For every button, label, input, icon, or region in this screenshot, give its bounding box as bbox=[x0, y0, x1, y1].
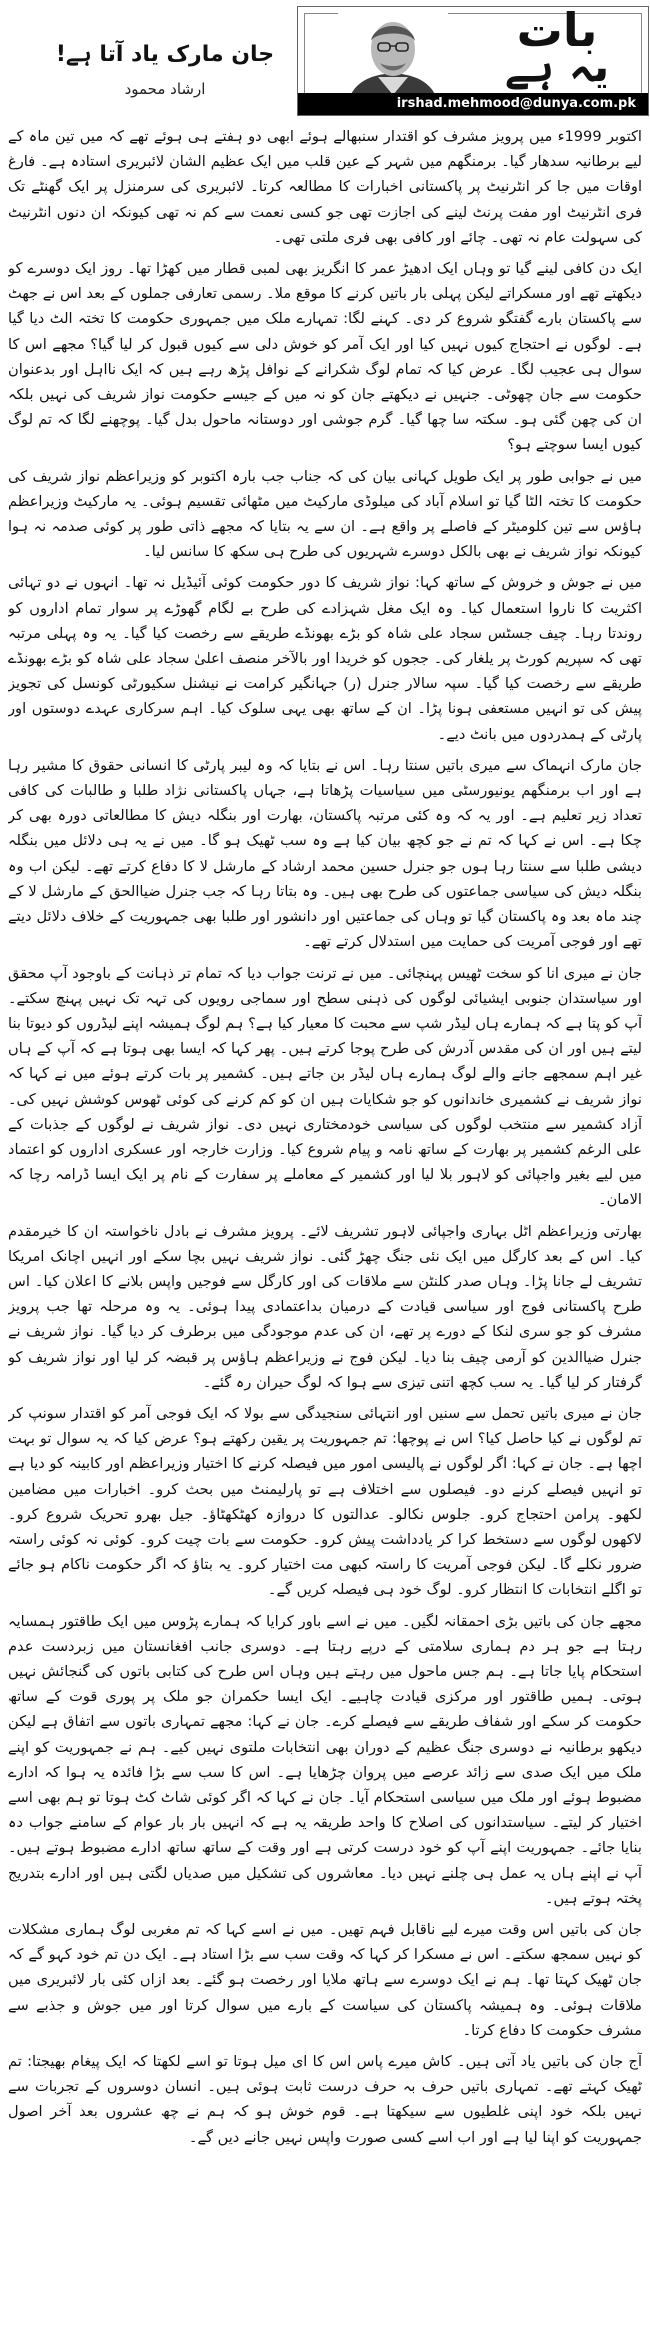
author-email[interactable]: irshad.mehmood@dunya.com.pk bbox=[298, 93, 648, 115]
paragraph: ایک دن کافی لینے گیا تو وہاں ایک ادھیڑ عمر کا انگریز بھی لمبی قطار میں کھڑا تھا۔ روز ایک دوسرے کو دیکھتے تھے اور مسکراتے لیکن پہلی بار باتیں کرنے کا موقع ملا۔ رسمی تعارفی جملوں کے بعد اس نے جھٹ سے پاکستان بارے گفتگو شروع کر دی۔ کہنے لگا: تمہارے ملک میں جمہوری حکومت کا تختہ الٹ دیا گیا ہے۔ لوگوں نے احتجاج کیوں نہیں کیا اور ایک آمر کو خوش دلی سے کیوں قبول کر لیا گیا؟ مجھے اس کا سوال ہی عجیب لگا۔ عرض کیا کہ تمام لوگ شکرانے کے نوافل پڑھ رہے ہیں کہ ایک نااہل اور بدعنوان حکومت سے جان چھوٹی۔ جنہیں نے دیکھتے جان کو نہ میں کے جیسے حکومت نواز شریف کی نہیں بلکہ ان کی چھن گئی ہو۔ سکتہ سا چھا گیا۔ گرم جوشی اور دوستانہ ماحول بدل گیا۔ پوچھنے لگا کہ تم لوگ کیوں ایسا سوچتے ہو؟ bbox=[8, 260, 642, 454]
paragraph: جان نے میری انا کو سخت ٹھیس پہنچائی۔ میں نے ترنت جواب دیا کہ تمام تر ذہانت کے باوجود آپ محقق اور سیاستدان جنوبی ایشیائی لوگوں کی ذہنی سطح اور سماجی رویوں کی تہہ تک نہیں پہنچ سکتے۔ آپ کو پتا ہے کہ ہمارے ہاں لیڈر شپ سے محبت کا معیار کیا ہے؟ ہم لوگ ہمیشہ اپنے لیڈروں کو دیوتا بنا لیتے ہیں اور ان کی مقدس آدرش کی طرح پوجا کرتے ہیں۔ پھر کہا کہ ایسا بھی ہوتا ہے کہ آپ کے ہاں غیر اہم سمجھے جانے والے لوگ ہمارے ہاں لیڈر بن جاتے ہیں۔ کشمیر پر بات کرتے ہوئے میں نے کہا کہ نواز شریف نے کشمیری خاندانوں کو جو شکایات ہیں ان کو کم کرنے کی کوئی ٹھوس کوشش نہیں کی۔ آزاد کشمیر سے منتخب لوگوں کی سیاسی خودمختاری نہیں دی۔ نواز شریف نے لوگوں کے جذبات کے علی الرغم کشمیر پر بھارت کے ساتھ نامہ و پیام شروع کیا۔ وزارت خارجہ اور عسکری اداروں کو اعتماد میں لیے بغیر واجپائی کو لاہور بلا لیا اور کشمیر کے معاملے پر سفارت کے نام پر ایک ایسا ڈرامہ رچا کہ الامان۔ bbox=[8, 964, 642, 1209]
column-logo-line2: یہ ہے bbox=[504, 42, 610, 91]
paragraph: بھارتی وزیراعظم اٹل بہاری واجپائی لاہور تشریف لائے۔ پرویز مشرف نے بادل ناخواستہ ان کا خیرمقدم کیا۔ اس کے بعد کارگل میں ایک نئی جنگ چھڑ گئی۔ نواز شریف نہیں بچا سکے اور انہیں اچانک امریکا تشریف لے جانا پڑا۔ وہاں صدر کلنٹن سے ملاقات کی اور کارگل سے فوجیں واپس بلانے کا اعلان کیا۔ اس طرح پاکستانی فوج اور سیاسی قیادت کے درمیان بداعتمادی پیدا ہوئی۔ یہ وہ مرحلہ تھا جب پرویز مشرف کو جو سری لنکا کے دورے پر تھے، ان کی عدم موجودگی میں برطرف کر دیا گیا۔ نواز شریف نے جنرل ضیاالدین کو آرمی چیف بنا دیا۔ لیکن فوج نے وزیراعظم ہاؤس پر قبضہ کر لیا اور نواز شریف کو گرفتار کر لیا گیا۔ یہ سب کچھ اتنی تیزی سے ہوا کہ لوگ حیران رہ گئے۔ bbox=[8, 1222, 642, 1391]
column-logo-line1: بات bbox=[516, 3, 598, 57]
paragraph: میں نے جوابی طور پر ایک طویل کہانی بیان کی کہ جناب جب بارہ اکتوبر کو وزیراعظم نواز شریف کی حکومت کا تختہ الٹا گیا تو اسلام آباد کی میلوڈی مارکیٹ میں مٹھائی تقسیم ہوئی۔ یہ مارکیٹ وزیراعظم ہاؤس سے تین کلومیٹر کے فاصلے پر واقع ہے۔ ان سے یہ بتایا کہ مجھے ذاتی طور پر کوئی صدمہ نہ ہوا کیونکہ نواز شریف نے بھی بالکل دوسرے شہریوں کی طرح ہی سکھ کا سانس لیا۔ bbox=[8, 467, 642, 561]
paragraph: جان مارک انہماک سے میری باتیں سنتا رہا۔ اس نے بتایا کہ وہ لیبر پارٹی کا انسانی حقوق کا مشیر رہا ہے اور اب برمنگھم یونیورسٹی میں سیاسیات پڑھاتا ہے، جہاں پاکستانی نژاد طلبا و طالبات کی کافی تعداد زیر تعلیم ہے۔ اور یہ کہ وہ کئی مرتبہ پاکستان، بھارت اور بنگلہ دیش کا مطالعاتی دورہ بھی کر چکا ہے۔ اس نے کہا کہ تم نے جو کچھ بیان کیا ہے وہ سب ٹھیک ہو گا۔ میں نے یہ ہی دلائل میں بنگلہ دیشی طلبا سے سنتا رہا ہوں جو جنرل حسین محمد ارشاد کے مارشل لا کا دفاع کرتے تھے۔ لیکن اب وہ بنگلہ دیش کی سیاسی جماعتوں کی طرح بھی ہیں۔ وہ بتاتا رہا کہ جب جنرل ضیاالحق کے مارشل لا کے چند ماہ بعد وہ پاکستان گیا تو وہاں کی جماعتیں اور دانشور اور طلبا بھی جمہوریت کے خلاف دلائل دیتے تھے اور فوجی آمریت کی حمایت میں استدلال کرتے تھے۔ bbox=[8, 756, 642, 951]
paragraph: آج جان کی باتیں یاد آتی ہیں۔ کاش میرے پاس اس کا ای میل ہوتا تو اسے لکھتا کہ ایک پیغام بھیجتا: تم ٹھیک کہتے تھے۔ تمہاری باتیں حرف بہ حرف درست ثابت ہوئی ہیں۔ انسان دوسروں کے تجربات سے نہیں بلکہ خود اپنی غلطیوں سے سیکھتا ہے۔ قوم خوش ہو کہ ہم نے چھ عشروں بعد آخر اصول جمہوریت کو اپنا لیا ہے اور اب اسے کسی صورت واپس نہیں جانے دیں گے۔ bbox=[8, 2053, 642, 2146]
author-name: ارشاد محمود bbox=[124, 80, 206, 98]
column-brand-box bbox=[297, 3, 649, 116]
column-logo bbox=[472, 3, 642, 93]
column-header bbox=[0, 0, 650, 128]
column-body bbox=[8, 124, 642, 2322]
paragraph: جان کی باتیں اس وقت میرے لیے ناقابل فہم تھیں۔ میں نے اسے کہا کہ تم مغربی لوگ ہماری مشکلات کو نہیں سمجھ سکتے۔ اس نے مسکرا کر کہا کہ وقت سب سے بڑا استاد ہے۔ ایک دن تم خود کہو گے کہ جان ٹھیک کہتا تھا۔ ہم نے ایک دوسرے سے ہاتھ ملایا اور رخصت ہو گئے۔ بعد ازاں کئی بار لائبریری میں ملاقات ہوئی۔ وہ ہمیشہ پاکستان کی سیاست کے بارے میں سوال کرتا اور میں جوش و جذبے سے مشرف حکومت کا دفاع کرتا۔ bbox=[8, 1921, 642, 2039]
title-block bbox=[40, 40, 290, 120]
paragraph: اکتوبر 1999ء میں پرویز مشرف کو اقتدار سنبھالے ہوئے ابھی دو ہفتے ہی ہوئے تھے کہ میں تین ماہ کے لیے برطانیہ سدھار گیا۔ برمنگھم میں شہر کے عین قلب میں ایک عظیم الشان لائبریری استادہ ہے۔ فارغ اوقات میں جا کر انٹرنیٹ پر پاکستانی اخبارات کا مطالعہ کرتا۔ لائبریری کی سرمنزل پر ایک گھنٹے تک فری انٹرنیٹ اور مفت پرنٹ لینے کی اجازت تھی جو کسی نعمت سے کم نہ تھی کیونکہ ان دنوں انٹرنیٹ کی سہولت عام نہ تھی۔ چائے اور کافی بھی فری ملتی تھی۔ bbox=[8, 128, 642, 246]
column-title: جان مارک یاد آتا ہے! bbox=[55, 42, 275, 67]
paragraph: میں نے جوش و خروش کے ساتھ کہا: نواز شریف کا دور حکومت کوئی آئیڈیل نہ تھا۔ انہوں نے دو تہائی اکثریت کا ناروا استعمال کیا۔ وہ ایک مغل شہزادے کی طرح بے لگام گھوڑے پر سوار تمام اداروں کو روندتا رہا۔ چیف جسٹس سجاد علی شاہ کو بڑے بھونڈے طریقے سے رخصت کیا گیا۔ یہ وہ پہلی مرتبہ تھی کہ سپریم کورٹ پر یلغار کی۔ ججوں کو خریدا اور بالآخر منصف اعلیٰ سجاد علی شاہ کو بڑے بھونڈے طریقے سے رخصت کیا گیا۔ سپہ سالار جنرل (ر) جہانگیر کرامت نے نیشنل سکیورٹی کونسل کی تجویز پیش کی تو انہیں مستعفی ہونا پڑا۔ ان کے ساتھ بھی یہی سلوک کیا۔ اہم سرکاری عہدے دوستوں اور پارٹی کے ہمدردوں میں بانٹ دیے۔ bbox=[8, 574, 642, 743]
paragraph: مجھے جان کی باتیں بڑی احمقانہ لگیں۔ میں نے اسے باور کرایا کہ ہمارے پڑوس میں ایک طاقتور ہمسایہ رہتا ہے جو ہر دم ہماری سلامتی کے درپے رہتا ہے۔ دوسری جانب افغانستان میں زبردست عدم استحکام پایا جاتا ہے۔ ہم جس ماحول میں رہتے ہیں وہاں اس طرح کی کتابی باتوں کی گنجائش نہیں ہوتی۔ ہمیں طاقتور اور مرکزی قیادت چاہیے۔ ایک ایسا حکمران جو ملک پر پوری قوت کے ساتھ حکومت کر سکے اور شفاف طریقے سے فیصلے کرے۔ جان نے کہا: مجھے تمہاری باتوں سے اتفاق ہے لیکن دیکھو برطانیہ نے دوسری جنگ عظیم کے دوران بھی انتخابات ملتوی نہیں کیے۔ ہم نے جمہوریت کو اپنے ملک میں ایک صدی سے زائد عرصے میں پروان چڑھایا ہے۔ اس کا سب سے بڑا فائدہ یہ ہوا کہ ادارے مضبوط ہوئے اور ملک میں سیاسی استحکام آیا۔ جان نے کہا کہ اگر کوئی شاٹ کٹ ہوتا تو ہم بھی اسے اختیار کر لیتے۔ سیاستدانوں کی اصلاح کا واحد طریقہ یہ ہے کہ انہیں بار بار عوام کے سامنے جواب دہ بنایا جائے۔ جمہوریت اپنے آپ کو خود درست کرتی ہے اور وقت کے ساتھ ساتھ ادارے مضبوط ہوتے ہیں۔ آپ نے اپنے ہاں یہ عمل ہی چلنے نہیں دیا۔ معاشروں کی تشکیل میں صدیاں لگتی ہیں اور ادارے بتدریج پختہ ہوتے ہیں۔ bbox=[8, 1612, 642, 1907]
paragraph: جان نے میری باتیں تحمل سے سنیں اور انتہائی سنجیدگی سے بولا کہ ایک فوجی آمر کو اقتدار سونپ کر تم لوگوں نے کیا حاصل کیا؟ اس نے پوچھا: تم جمہوریت پر یقین رکھتے ہو؟ عرض کیا کہ یہ سوال تو بہت اچھا ہے۔ جان نے کہا: اگر لوگوں نے پالیسی امور میں فیصلہ کرنے کا اختیار وزیراعظم اور کابینہ کو دیا ہے تو انہیں فیصلے کرنے دو۔ فیصلوں سے اختلاف ہے تو پارلیمنٹ میں بحث کرو۔ اخبارات میں مضامین لکھو۔ پرامن احتجاج کرو۔ جلوس نکالو۔ عدالتوں کا دروازہ کھٹکھٹاؤ۔ جیل بھرو تحریک شروع کرو۔ لاکھوں لوگوں سے دستخط کرا کر یادداشت پیش کرو۔ حکومت سے بات چیت کرو۔ کوئی نہ کوئی راستہ ضرور نکلے گا۔ لیکن فوجی آمریت کا راستہ کبھی مت اختیار کرو۔ یہ بتاؤ کہ اگر حکومت ناکام ہو جائے تو اگلے انتخابات کا انتظار کرو۔ لوگ خود ہی فیصلہ کریں گے۔ bbox=[8, 1404, 642, 1599]
